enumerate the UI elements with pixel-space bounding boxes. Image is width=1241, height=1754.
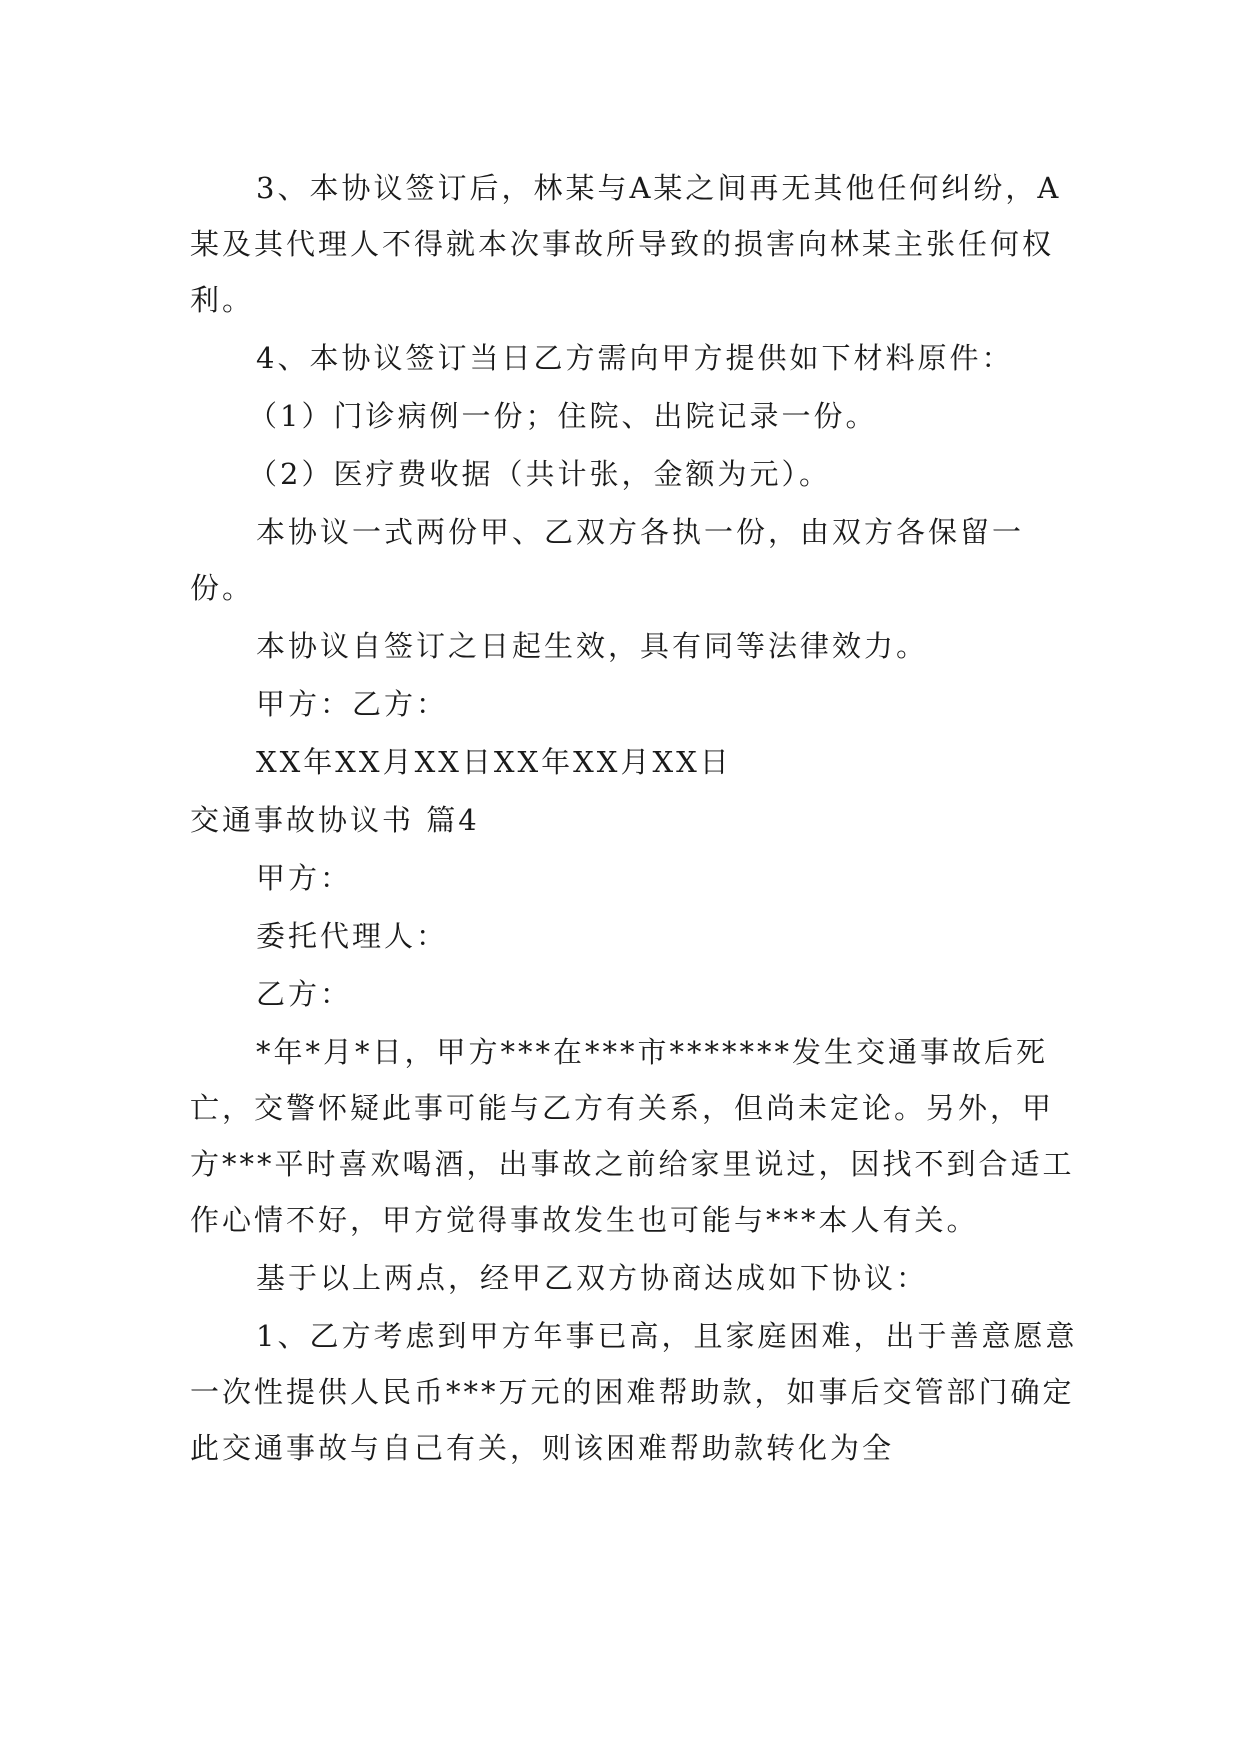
paragraph-copies: 本协议一式两份甲、乙双方各执一份，由双方各保留一份。 <box>190 515 1025 605</box>
paragraph-item-2: （2）医疗费收据（共计张，金额为元）。 <box>248 457 831 491</box>
section-heading: 交通事故协议书 篇4 <box>190 803 480 837</box>
paragraph-effective: 本协议自签订之日起生效，具有同等法律效力。 <box>256 629 929 663</box>
agent-label: 委托代理人： <box>256 919 449 953</box>
paragraph-item-1: （1）门诊病例一份；住院、出院记录一份。 <box>248 399 878 433</box>
paragraph-clause-3: 3、本协议签订后，林某与A某之间再无其他任何纠纷，A某及其代理人不得就本次事故所导致的损害向林某主张任何权利。 <box>190 171 1062 317</box>
document-body <box>190 160 1080 1478</box>
paragraph-background: *年*月*日，甲方***在***市*******发生交通事故后死亡，交警怀疑此事可能与乙方有关系，但尚未定论。另外，甲方***平时喜欢喝酒，出事故之前给家里说过，因找不到合适工作心情不好，甲方觉得事故发生也可能与***本人有关。 <box>190 1035 1075 1237</box>
party-a-label: 甲方： <box>256 861 353 895</box>
paragraph-clause-1: 1、乙方考虑到甲方年事已高，且家庭困难，出于善意愿意一次性提供人民币***万元的困难帮助款，如事后交管部门确定此交通事故与自己有关，则该困难帮助款转化为全 <box>190 1319 1078 1465</box>
paragraph-clause-4: 4、本协议签订当日乙方需向甲方提供如下材料原件： <box>256 341 1014 375</box>
signature-dates: XX年XX月XX日XX年XX月XX日 <box>256 745 732 779</box>
party-b-label: 乙方： <box>256 977 353 1011</box>
paragraph-agreement-intro: 基于以上两点，经甲乙双方协商达成如下协议： <box>256 1261 929 1295</box>
signature-parties: 甲方：乙方： <box>256 687 449 721</box>
